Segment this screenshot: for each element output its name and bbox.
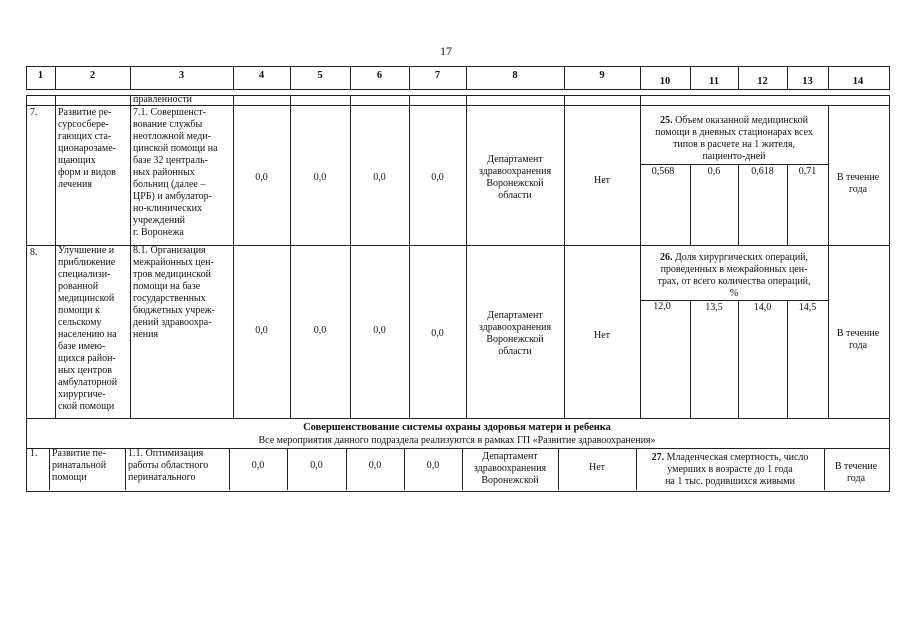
row8-indicator-text: Доля хирургических операций, проведенных в межрайонных цен- трах, от всего количества операций, % [657, 252, 811, 299]
row8-value-11: 13,5 [705, 302, 723, 313]
continuation-text: правленности [133, 94, 192, 105]
row7-indicator [640, 115, 828, 163]
col-header-3: 3 [178, 70, 185, 81]
row8-number: 8. [30, 247, 38, 258]
row1-funding-5: 0,0 [310, 460, 323, 471]
col-header-13: 13 [802, 76, 813, 87]
row1-indicator [636, 452, 824, 488]
col-header-12: 12 [757, 76, 768, 87]
row1-indicator-text: Младенческая смертность, число умерших в возрасте до 1 года на 1 тыс. родившихся живыми [665, 452, 809, 487]
col-header-6: 6 [376, 70, 383, 81]
row7-funding-6: 0,0 [373, 172, 386, 183]
row7-number: 7. [30, 107, 38, 118]
row7-event: 7.1. Совершенст- вование службы неотложной меди- цинской помощи на базе 32 централь- ных районных больниц (далее – ЦРБ) и амбулатор- но-клинических учреждений г. Воронежа [133, 107, 218, 238]
row7-indicator-text: Объем оказанной медицинской помощи в дневных стационарах всех типов в расчете на 1 жителя, пациенто-дней [655, 115, 813, 162]
row1-indicator-number: 27. [651, 452, 665, 463]
row8-funding-7: 0,0 [431, 328, 444, 339]
row7-department: Департамент здравоохранения Воронежской области [478, 154, 552, 201]
row8-indicator [640, 252, 828, 300]
row8-department: Департамент здравоохранения Воронежской области [478, 310, 552, 357]
row8-funding-4: 0,0 [255, 325, 268, 336]
col-header-14: 14 [852, 76, 864, 87]
row7-value-11: 0,6 [707, 166, 721, 177]
row7-indicator-number: 25. [660, 115, 673, 126]
row7-funding-4: 0,0 [255, 172, 268, 183]
row8-funding-5: 0,0 [313, 325, 327, 336]
section-title: Совершенствование системы охраны здоровья матери и ребенка [303, 422, 611, 433]
row1-number: 1. [30, 448, 38, 459]
row8-event: 8.1. Организация межрайонных цен- тров медицинской помощи на базе государственных бюджетных учреж- дений здравоохра- нения [133, 245, 216, 340]
row1-task: Развитие пе- ринатальной помощи [52, 448, 107, 483]
row7-value-12: 0,618 [751, 166, 774, 177]
col-header-8: 8 [512, 70, 518, 81]
row7-term: В течение года [836, 172, 880, 195]
row1-funding-6: 0,0 [368, 460, 382, 471]
col-header-1: 1 [37, 70, 44, 81]
row7-col9: Нет [593, 175, 611, 186]
row8-value-12: 14,0 [753, 302, 772, 313]
col-header-2: 2 [89, 70, 96, 81]
row8-term: В течение года [836, 328, 880, 351]
page-number: 17 [440, 44, 452, 58]
row1-funding-7: 0,0 [426, 460, 440, 471]
row7-task: Развитие ре- сурсосбере- гающих ста- ционарозаме- щающих форм и видов лечения [58, 107, 116, 190]
row7-value-10: 0,568 [651, 166, 675, 177]
col-header-11: 11 [709, 76, 719, 87]
col-header-7: 7 [434, 70, 441, 81]
col-header-4: 4 [258, 70, 265, 81]
row8-value-13: 14,5 [798, 302, 817, 313]
row1-term: В течение года [834, 461, 878, 484]
row8-funding-6: 0,0 [373, 325, 386, 336]
row7-funding-5: 0,0 [313, 172, 327, 183]
row7-value-13: 0,71 [798, 166, 817, 177]
row8-col9: Нет [593, 330, 611, 341]
col-header-9: 9 [599, 70, 605, 81]
col-header-10: 10 [659, 76, 671, 87]
row8-task: Улучшение и приближение специализи- рованной медицинской помощи к сельскому населению на базе имею- щихся район- ных центров амбулаторной хирургиче- ской помощи [58, 245, 118, 412]
row8-indicator-number: 26. [659, 252, 673, 263]
row1-event: 1.1. Оптимизация работы областного перинатального [128, 448, 209, 483]
row1-department: Департамент здравоохранения Воронежской [473, 451, 547, 486]
col-header-5: 5 [317, 70, 323, 81]
row8-value-10: 12,0 [653, 301, 671, 312]
row7-funding-7: 0,0 [431, 172, 444, 183]
row1-col9: Нет [588, 462, 606, 473]
row1-funding-4: 0,0 [251, 460, 265, 471]
section-subtitle: Все мероприятия данного подраздела реализуются в рамках ГП «Развитие здравоохранения» [258, 435, 656, 446]
